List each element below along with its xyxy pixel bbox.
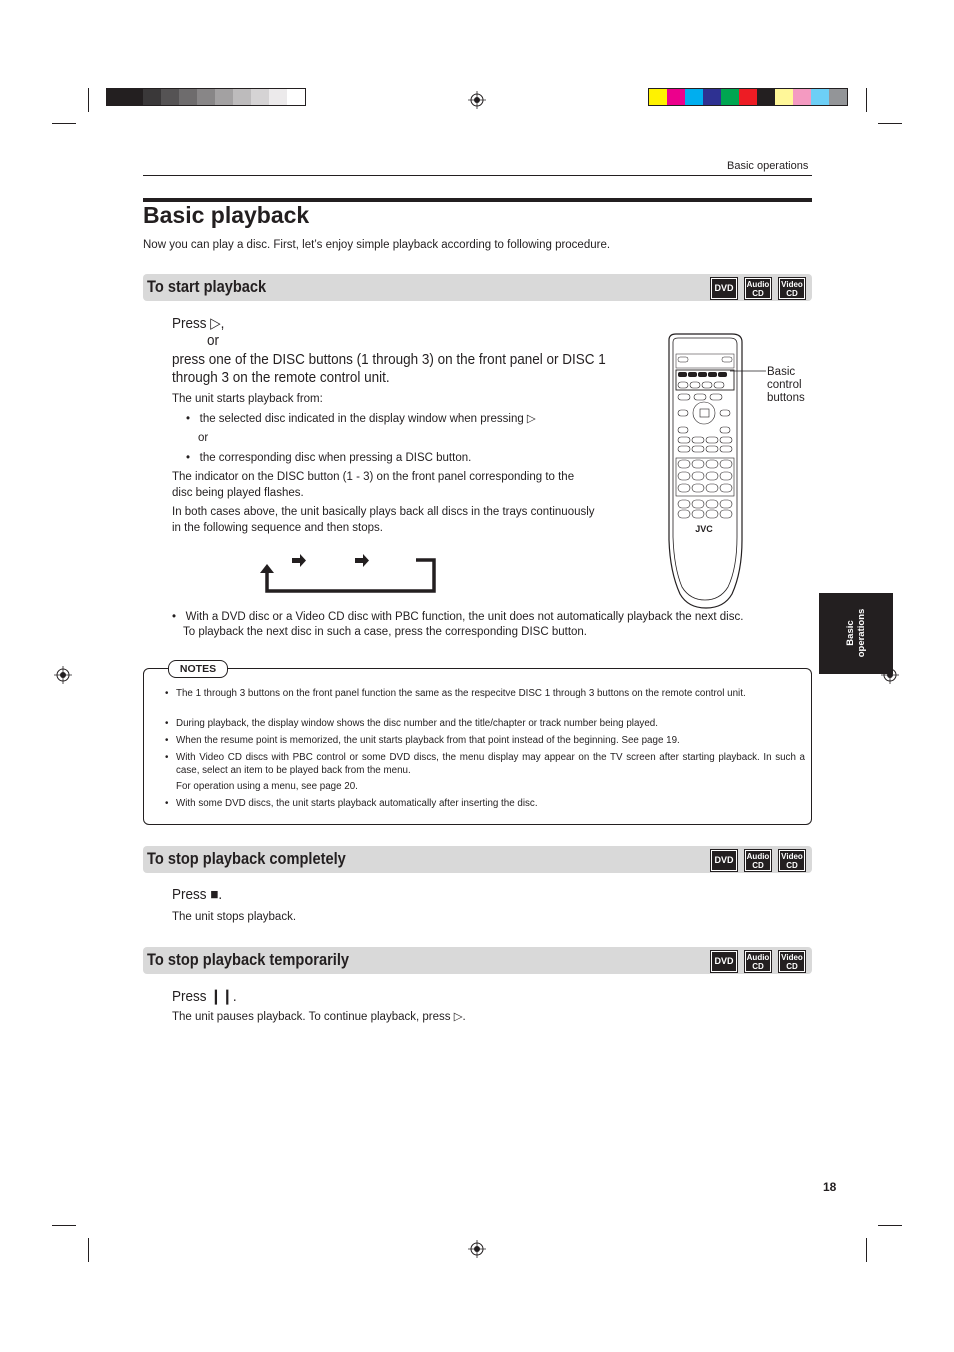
- registration-mark-icon: [468, 1240, 486, 1258]
- list-item: • the selected disc indicated in the display window when pressing ▷: [186, 413, 536, 425]
- color-swatch: [125, 89, 143, 105]
- step-press-play: Press ▷,: [172, 315, 225, 332]
- badge-label: DVD: [714, 855, 734, 865]
- color-swatch: [829, 89, 847, 105]
- note-item: • During playback, the display window shows the disc number and the title/chapter or track number being played.: [165, 717, 805, 730]
- or-text: or: [198, 432, 209, 444]
- crop-mark: [52, 123, 76, 124]
- callout-line: Basic: [767, 366, 796, 378]
- list-item-text: the corresponding disc when pressing a DISC button.: [199, 452, 472, 464]
- callout-basic-control-buttons: [767, 366, 805, 405]
- intro-text: Now you can play a disc. First, let’s enjoy simple playback according to following procedure.: [143, 239, 611, 251]
- color-swatch: [721, 89, 739, 105]
- audio-cd-badge: [744, 950, 772, 973]
- running-head: Basic operations: [727, 160, 809, 172]
- note-text: With some DVD discs, the unit starts playback automatically after inserting the disc.: [176, 798, 538, 809]
- badge-label: CD: [786, 961, 798, 971]
- page-number: 18: [823, 1180, 837, 1194]
- color-swatch: [161, 89, 179, 105]
- remote-brand-logo: JVC: [695, 524, 713, 534]
- badge-label: CD: [752, 961, 764, 971]
- list-item: • With a DVD disc or a Video CD disc with PBC function, the unit does not automatically playback the next disc.: [172, 611, 744, 623]
- video-cd-badge: [778, 950, 806, 973]
- crop-mark: [866, 88, 867, 112]
- color-swatch: [269, 89, 287, 105]
- pbc-line2: To playback the next disc in such a case, press the corresponding DISC button.: [183, 626, 587, 638]
- section-title: To start playback: [147, 277, 267, 296]
- color-swatch: [739, 89, 757, 105]
- video-cd-badge: [778, 277, 806, 300]
- color-swatch: [143, 89, 161, 105]
- arrow-up-icon: [260, 564, 274, 573]
- process-color-bar: [648, 88, 848, 106]
- step-press-stop: Press ■.: [172, 886, 223, 903]
- color-swatch: [793, 89, 811, 105]
- section-title: To stop playback temporarily: [147, 950, 350, 969]
- disc-type-badges: [710, 849, 806, 872]
- section-heading-pause: [143, 947, 812, 974]
- indicator-line1: The indicator on the DISC button (1 - 3) on the front panel corresponding to the: [172, 471, 575, 483]
- note-text: The 1 through 3 buttons on the front panel function the same as the respecitve DISC 1 through 3 buttons on the remote control unit.: [176, 688, 746, 699]
- video-cd-badge: [778, 849, 806, 872]
- badge-label: Audio: [746, 279, 770, 289]
- step-disc-line2: through 3 on the remote control unit.: [172, 369, 390, 386]
- cases-line1: In both cases above, the unit basically plays back all discs in the trays continuously: [172, 506, 595, 518]
- list-item: • the corresponding disc when pressing a DISC button.: [186, 452, 472, 464]
- section-heading-start: [143, 274, 812, 301]
- notes-label: NOTES: [168, 660, 228, 678]
- list-item-text: With a DVD disc or a Video CD disc with PBC function, the unit does not automatically playback the next disc.: [185, 611, 744, 623]
- color-swatch: [179, 89, 197, 105]
- badge-label: DVD: [714, 956, 734, 966]
- indicator-line2: disc being played flashes.: [172, 487, 304, 499]
- badge-label: CD: [786, 860, 798, 870]
- color-swatch: [775, 89, 793, 105]
- dvd-badge: [710, 849, 738, 872]
- cases-line2: in the following sequence and then stops.: [172, 522, 383, 534]
- dvd-badge: [710, 277, 738, 300]
- disc-type-badges: [710, 950, 806, 973]
- color-swatch: [685, 89, 703, 105]
- callout-leader-line: [730, 366, 766, 376]
- color-swatch: [107, 89, 125, 105]
- playback-from: The unit starts playback from:: [172, 393, 323, 405]
- registration-mark-icon: [468, 91, 486, 109]
- note-text: With Video CD discs with PBC control or some DVD discs, the menu display may appear on the TV screen after starting playback. In such a case, select an item to be played back from the menu.: [176, 752, 805, 776]
- color-swatch: [757, 89, 775, 105]
- color-swatch: [667, 89, 685, 105]
- note-text: When the resume point is memorized, the unit starts playback from that point instead of the beginning. See page 19.: [176, 735, 680, 746]
- crop-mark: [88, 1238, 89, 1262]
- note-item: • With some DVD discs, the unit starts playback automatically after inserting the disc.: [165, 797, 805, 810]
- color-swatch: [215, 89, 233, 105]
- badge-label: CD: [752, 288, 764, 298]
- play-sequence-diagram: [258, 552, 440, 596]
- callout-line: control: [767, 379, 802, 391]
- disc-type-badges: [710, 277, 806, 300]
- pause-result: The unit pauses playback. To continue playback, press ▷.: [172, 1011, 466, 1023]
- note-text: During playback, the display window shows the disc number and the title/chapter or track number being played.: [176, 718, 658, 729]
- color-swatch: [233, 89, 251, 105]
- gray-color-bar: [106, 88, 306, 106]
- badge-label: Audio: [746, 952, 770, 962]
- audio-cd-badge: [744, 277, 772, 300]
- badge-label: CD: [786, 288, 798, 298]
- side-tab-line: operations: [856, 608, 867, 658]
- note-item: • With Video CD discs with PBC control or some DVD discs, the menu display may appear on the TV screen after starting playback. In such a case, select an item to be played back from the menu.: [165, 752, 805, 776]
- dvd-badge: [710, 950, 738, 973]
- step-disc-line1: press one of the DISC buttons (1 through 3) on the front panel or DISC 1: [172, 351, 606, 368]
- side-tab-line: Basic: [845, 620, 856, 646]
- section-title: To stop playback completely: [147, 849, 346, 868]
- header-rule: [143, 175, 812, 176]
- note-item: • When the resume point is memorized, the unit starts playback from that point instead of the beginning. See page 19.: [165, 734, 805, 747]
- arrow-right-icon: [355, 554, 369, 567]
- color-swatch: [197, 89, 215, 105]
- note-item: • The 1 through 3 buttons on the front panel function the same as the respecitve DISC 1 through 3 buttons on the remote control unit.: [165, 687, 805, 713]
- note-sub-text: For operation using a menu, see page 20.: [176, 781, 358, 792]
- color-swatch: [287, 89, 305, 105]
- step-or: or: [207, 332, 220, 349]
- arrow-right-icon: [292, 554, 306, 567]
- callout-line: buttons: [767, 392, 805, 404]
- crop-mark: [878, 123, 902, 124]
- color-swatch: [649, 89, 667, 105]
- color-swatch: [811, 89, 829, 105]
- crop-mark: [878, 1225, 902, 1226]
- step-press-pause: Press ❙❙.: [172, 988, 237, 1005]
- badge-label: Video: [781, 851, 803, 861]
- crop-mark: [88, 88, 89, 112]
- color-swatch: [703, 89, 721, 105]
- list-item-text: the selected disc indicated in the display window when pressing ▷: [199, 413, 536, 425]
- badge-label: DVD: [714, 283, 734, 293]
- badge-label: Video: [781, 952, 803, 962]
- crop-mark: [52, 1225, 76, 1226]
- registration-mark-icon: [54, 666, 72, 684]
- badge-label: Video: [781, 279, 803, 289]
- color-swatch: [251, 89, 269, 105]
- audio-cd-badge: [744, 849, 772, 872]
- section-heading-stop: [143, 846, 812, 873]
- badge-label: Audio: [746, 851, 770, 861]
- page-title: Basic playback: [143, 202, 310, 228]
- crop-mark: [866, 1238, 867, 1262]
- stop-result: The unit stops playback.: [172, 911, 297, 923]
- badge-label: CD: [752, 860, 764, 870]
- side-tab-label: [845, 609, 867, 658]
